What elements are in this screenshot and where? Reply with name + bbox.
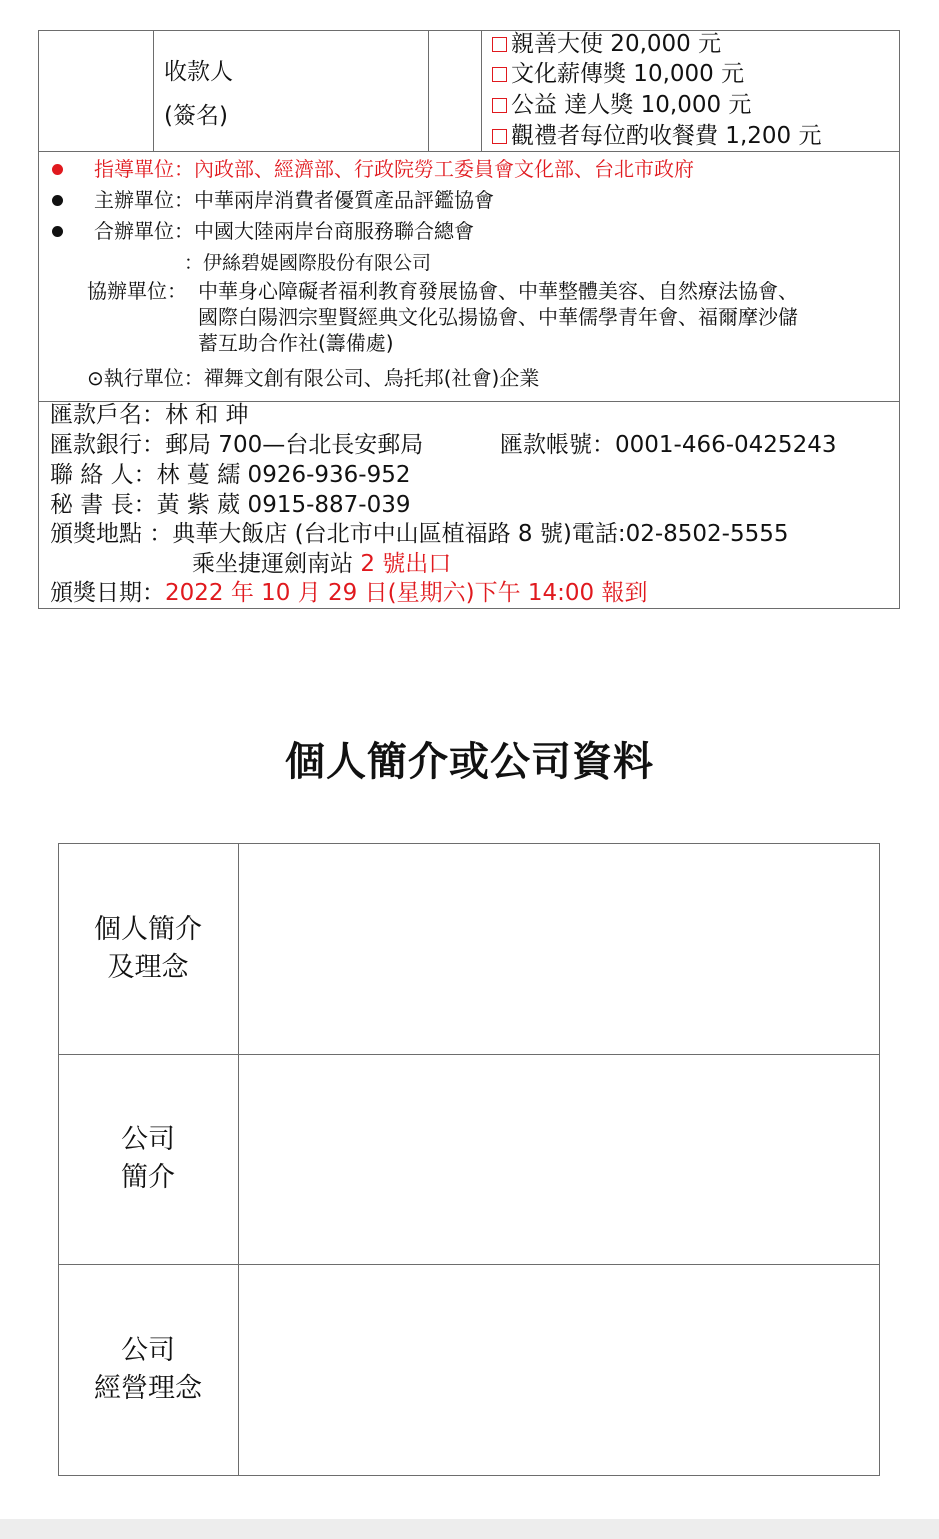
bullet-icon <box>52 195 63 206</box>
option-ambassador[interactable] <box>492 33 721 56</box>
business-philosophy-label: 公司 經營理念 <box>94 1335 202 1404</box>
account-number: 匯款帳號：0001-466-0425243 <box>500 432 837 458</box>
award-date-label: 頒獎日期： <box>50 580 165 606</box>
option-observer-fee-label: 觀禮者每位酌收餐費 1,200 元 <box>511 123 822 149</box>
profile-row-company <box>58 1054 238 1264</box>
profile-col-divider <box>238 843 239 1476</box>
account-name: 匯款戶名：林 和 珅 <box>50 402 249 428</box>
profile-row-personal <box>58 843 238 1054</box>
cohost-unit-value: 中國大陸兩岸台商服務聯合總會 <box>194 219 474 243</box>
guidance-unit-label: 指導單位： <box>94 157 194 181</box>
option-charity-award-label: 公益 達人獎 10,000 元 <box>511 92 752 118</box>
assist-unit-line-2: 國際白陽泗宗聖賢經典文化弘揚協會、中華儒學青年會、福爾摩沙儲 <box>198 305 798 329</box>
red-bullet-icon <box>52 164 63 175</box>
profile-heading: 個人簡介或公司資料 <box>285 739 654 785</box>
company-intro-field[interactable] <box>242 1058 876 1261</box>
option-charity-award[interactable] <box>492 94 751 117</box>
transit-prefix: 乘坐捷運劍南站 <box>192 551 361 577</box>
option-culture-award[interactable] <box>492 63 744 86</box>
assist-unit-line-1: 中華身心障礙者福利教育發展協會、中華整體美容、自然療法協會、 <box>198 279 798 303</box>
option-ambassador-label: 親善大使 20,000 元 <box>511 31 722 57</box>
signature-label: (簽名) <box>164 103 228 129</box>
assist-unit-label: 協辦單位： <box>87 279 187 303</box>
host-unit-value: 中華兩岸消費者優質產品評鑑協會 <box>194 188 494 212</box>
personal-intro-field[interactable] <box>242 847 876 1051</box>
assist-unit-line-3: 蓄互助合作社(籌備處) <box>198 331 394 355</box>
guidance-unit <box>94 159 694 179</box>
cohost-unit-label: 合辦單位： <box>94 219 194 243</box>
form-divider-1 <box>38 151 900 152</box>
secretary-general: 秘 書 長：黃 紫 葳 0915-887-039 <box>50 492 411 518</box>
payee-label: 收款人 <box>164 59 233 85</box>
cohost-unit <box>94 221 474 241</box>
executor-unit: ⊙執行單位：禪舞文創有限公司、烏托邦(社會)企業 <box>87 366 540 390</box>
business-philosophy-field[interactable] <box>242 1268 876 1473</box>
assist-unit-first: ：伊絲碧媞國際股份有限公司 <box>184 252 432 274</box>
guidance-unit-value: 內政部、經濟部、行政院勞工委員會文化部、台北市政府 <box>194 157 694 181</box>
host-unit <box>94 190 494 210</box>
transit-exit: 2 號出口 <box>360 551 452 577</box>
checkbox[interactable] <box>492 37 507 52</box>
award-venue: 頒獎地點 ：典華大飯店 (台北市中山區植福路 8 號)電話:02-8502-5555 <box>50 521 789 547</box>
form-col-divider-1 <box>153 30 154 151</box>
bullet-icon <box>52 226 63 237</box>
checkbox[interactable] <box>492 129 507 144</box>
personal-intro-label: 個人簡介 及理念 <box>94 913 202 983</box>
profile-row-philosophy <box>58 1264 238 1476</box>
award-date <box>50 582 647 605</box>
transit-directions <box>192 553 451 576</box>
checkbox[interactable] <box>492 98 507 113</box>
remit-bank: 匯款銀行：郵局 700—台北長安郵局 <box>50 432 424 458</box>
company-intro-label: 公司 簡介 <box>121 1124 175 1193</box>
option-culture-award-label: 文化薪傳獎 10,000 元 <box>511 61 745 87</box>
option-observer-fee[interactable] <box>492 125 821 148</box>
award-date-value: 2022 年 10 月 29 日(星期六)下午 14:00 報到 <box>165 580 648 606</box>
page-footer-bar <box>0 1519 939 1539</box>
contact-person: 聯 絡 人：林 蔓 繻 0926-936-952 <box>50 462 411 488</box>
form-col-divider-2 <box>428 30 429 151</box>
form-col-divider-3 <box>481 30 482 151</box>
amount-field[interactable] <box>432 36 478 146</box>
checkbox[interactable] <box>492 67 507 82</box>
signature-field[interactable] <box>268 36 424 146</box>
host-unit-label: 主辦單位： <box>94 188 194 212</box>
